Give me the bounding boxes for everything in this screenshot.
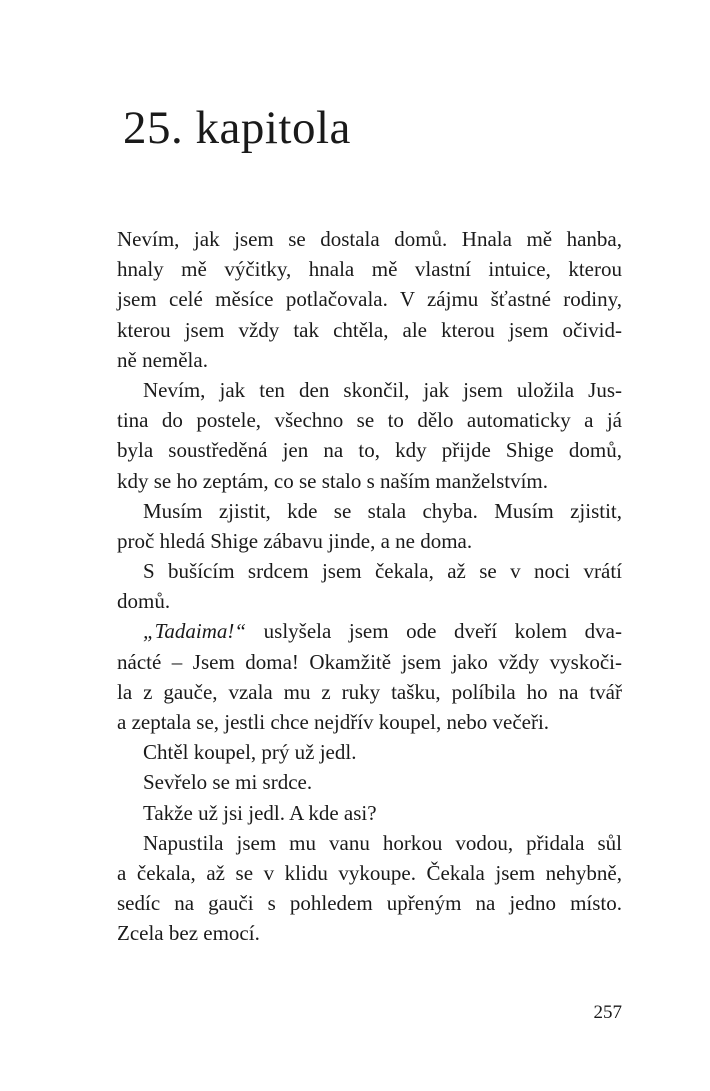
italic-word: „Tadaima!“ [143,619,247,644]
text-line: kterou jsem vždy tak chtěla, ale kterou jsem očivid- [117,317,622,342]
text-line: sedíc na gauči s pohledem upřeným na jedno místo. [117,891,622,916]
text-line: a zeptala se, jestli chce nejdřív koupel, nebo večeři. [117,710,550,734]
text-line: Nevím, jak jsem se dostala domů. Hnala mě hanba, [117,227,622,251]
text-line: Napustila jsem mu vanu horkou vodou, přidala sůl [143,830,622,855]
text-line: tina do postele, všechno se to dělo automaticky a já [117,408,622,433]
text-line: hnaly mě výčitky, hnala mě vlastní intuice, kterou [117,257,622,282]
text-line: la z gauče, vzala mu z ruky tašku, políbila ho na tvář [117,679,622,704]
text-line: domů. [117,589,171,614]
text-line: nácté – Jsem doma! Okamžitě jsem jako vždy vyskoči- [117,649,622,674]
text-line: Takže už jsi jedl. A kde asi? [143,800,377,825]
text-line [117,616,622,646]
text-line: Zcela bez emocí. [117,921,260,946]
body-text [117,224,622,949]
text-line: proč hledá Shige zábavu jinde, a ne doma. [117,528,473,553]
text-line: Musím zjistit, kde se stala chyba. Musím zjistit, [143,498,622,523]
text-line: byla soustředěná jen na to, kdy přijde Shige domů, [117,438,622,463]
text-line: jsem celé měsíce potlačovala. V zájmu šťastné rodiny, [117,287,622,312]
text-line: ně neměla. [117,347,208,372]
text-line: Sevřelo se mi srdce. [143,770,313,795]
page-number: 257 [593,1002,622,1023]
text-line: Chtěl koupel, prý už jedl. [143,740,357,765]
text-line: a čekala, až se v klidu vykoupe. Čekala jsem nehybně, [117,860,622,885]
text-line: Nevím, jak ten den skončil, jak jsem uložila Jus- [143,377,622,402]
text-line: kdy se ho zeptám, co se stalo s naším manželstvím. [117,468,548,493]
text-line: S bušícím srdcem jsem čekala, až se v noci vrátí [143,559,622,584]
text-line-rest: uslyšela jsem ode dveří kolem dva- [246,619,622,644]
chapter-title: 25. kapitola [123,102,351,154]
